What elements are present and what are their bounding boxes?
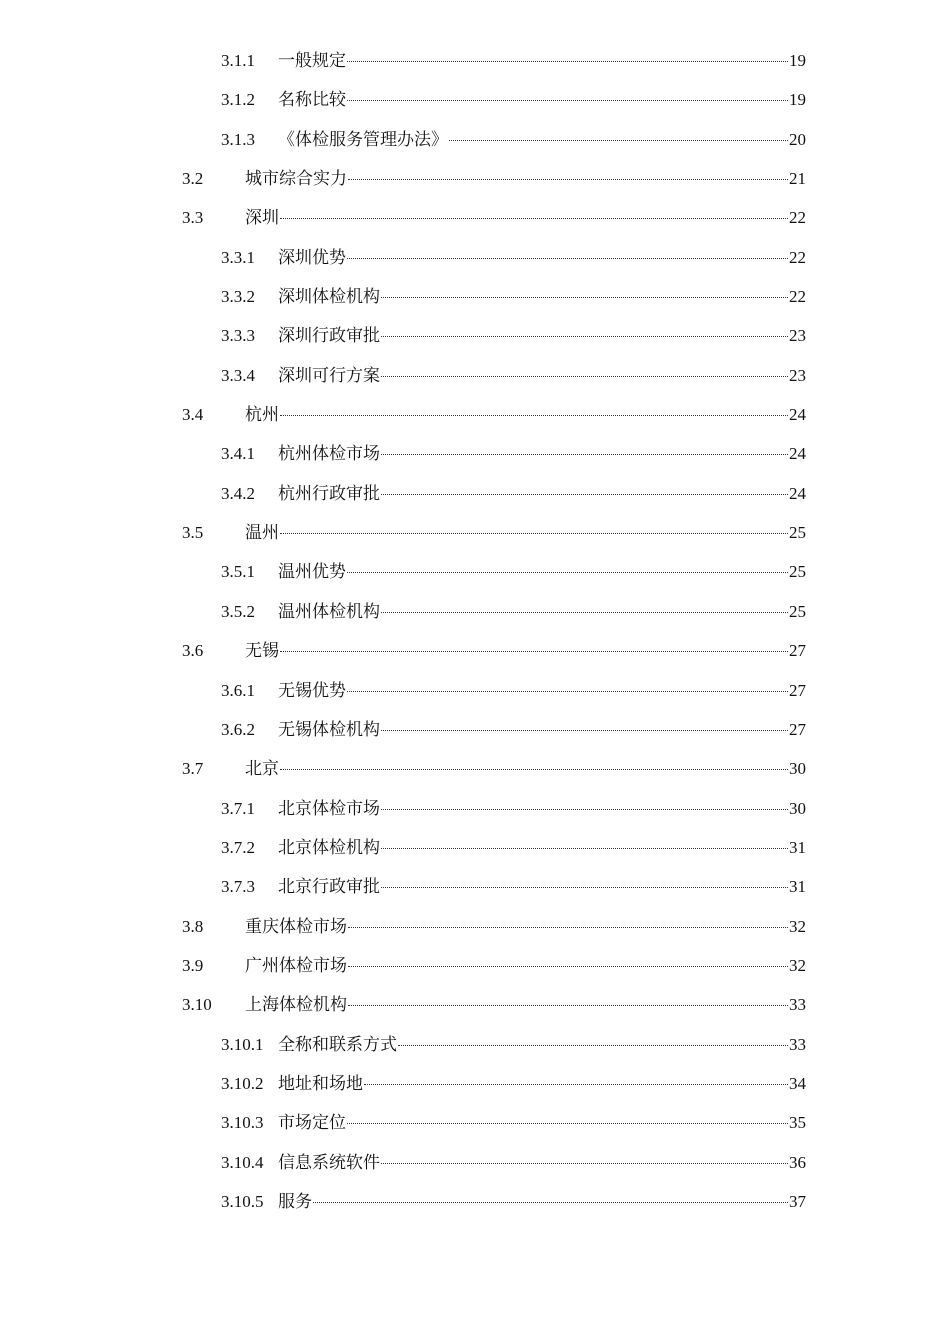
toc-entry-number: 3.10.4: [221, 1152, 264, 1172]
toc-entry-title: 温州优势: [278, 562, 346, 583]
dot-leader: [280, 651, 788, 652]
toc-entry-page-number: 32: [789, 955, 806, 975]
toc-entry-title: 重庆体检市场: [245, 916, 347, 937]
dot-leader: [348, 179, 788, 180]
toc-entry-page-number: 32: [789, 916, 806, 936]
toc-entry-title: 北京体检机构: [278, 837, 380, 858]
toc-entry[interactable]: [182, 159, 806, 198]
toc-entry-page-number: 24: [789, 444, 806, 464]
toc-entry[interactable]: [182, 907, 806, 946]
toc-entry-title: 市场定位: [278, 1113, 346, 1134]
dot-leader: [449, 140, 788, 141]
dot-leader: [280, 769, 788, 770]
toc-entry-page-number: 25: [789, 562, 806, 582]
toc-entry-page-number: 21: [789, 169, 806, 189]
toc-entry-page-number: 30: [789, 759, 806, 779]
toc-entry-title: 杭州: [245, 405, 279, 426]
toc-entry-number: 3.4: [182, 405, 204, 425]
dot-leader: [313, 1202, 788, 1203]
toc-entry-page-number: 19: [789, 90, 806, 110]
toc-entry[interactable]: [182, 316, 806, 355]
toc-entry-number: 3.5.2: [221, 601, 255, 621]
toc-entry[interactable]: [182, 552, 806, 591]
toc-entry-title: 上海体检机构: [245, 995, 347, 1016]
toc-entry-title: 信息系统软件: [278, 1152, 380, 1173]
dot-leader: [381, 887, 788, 888]
toc-entry-number: 3.3: [182, 208, 204, 228]
toc-entry-title: 深圳: [245, 208, 279, 229]
dot-leader: [347, 1123, 788, 1124]
toc-entry-title: 服务: [278, 1191, 312, 1212]
toc-entry-title: 广州体检市场: [245, 955, 347, 976]
toc-entry-title: 深圳优势: [278, 247, 346, 268]
dot-leader: [348, 1005, 788, 1006]
toc-entry[interactable]: [182, 513, 806, 552]
toc-entry-title: 北京行政审批: [278, 877, 380, 898]
toc-entry-page-number: 33: [789, 1034, 806, 1054]
toc-entry-title: 全称和联系方式: [278, 1034, 397, 1055]
dot-leader: [381, 730, 788, 731]
toc-entry-number: 3.6: [182, 641, 204, 661]
toc-entry[interactable]: [182, 41, 806, 80]
toc-entry-number: 3.2: [182, 169, 204, 189]
toc-entry-page-number: 27: [789, 680, 806, 700]
toc-entry[interactable]: [182, 749, 806, 788]
toc-entry-number: 3.7.1: [221, 798, 255, 818]
toc-entry-number: 3.1.2: [221, 90, 255, 110]
dot-leader: [381, 809, 788, 810]
table-of-contents: [182, 41, 806, 1221]
toc-entry-page-number: 22: [789, 208, 806, 228]
toc-entry-title: 深圳体检机构: [278, 287, 380, 308]
toc-entry-number: 3.1.3: [221, 129, 255, 149]
dot-leader: [381, 848, 788, 849]
toc-entry-page-number: 22: [789, 287, 806, 307]
toc-entry[interactable]: [182, 1182, 806, 1221]
toc-entry-page-number: 24: [789, 405, 806, 425]
toc-entry-page-number: 25: [789, 523, 806, 543]
dot-leader: [381, 612, 788, 613]
toc-entry-number: 3.4.2: [221, 483, 255, 503]
toc-entry-page-number: 23: [789, 326, 806, 346]
toc-entry-number: 3.6.1: [221, 680, 255, 700]
toc-entry[interactable]: [182, 946, 806, 985]
toc-entry-title: 北京: [245, 759, 279, 780]
toc-entry-number: 3.10.1: [221, 1034, 264, 1054]
dot-leader: [364, 1084, 788, 1085]
toc-entry-number: 3.6.2: [221, 719, 255, 739]
toc-entry[interactable]: [182, 867, 806, 906]
dot-leader: [347, 691, 788, 692]
dot-leader: [381, 336, 788, 337]
toc-entry[interactable]: [182, 395, 806, 434]
dot-leader: [381, 1163, 788, 1164]
toc-entry[interactable]: [182, 198, 806, 237]
toc-entry-page-number: 31: [789, 877, 806, 897]
toc-entry[interactable]: [182, 1064, 806, 1103]
toc-entry-number: 3.3.2: [221, 287, 255, 307]
toc-entry-page-number: 24: [789, 483, 806, 503]
dot-leader: [381, 297, 788, 298]
toc-entry-page-number: 33: [789, 995, 806, 1015]
toc-entry[interactable]: [182, 592, 806, 631]
toc-entry-title: 无锡: [245, 641, 279, 662]
toc-entry-title: 杭州体检市场: [278, 444, 380, 465]
dot-leader: [381, 454, 788, 455]
toc-entry[interactable]: [182, 434, 806, 473]
dot-leader: [348, 966, 788, 967]
dot-leader: [280, 533, 788, 534]
toc-entry-title: 一般规定: [278, 51, 346, 71]
toc-entry[interactable]: [182, 985, 806, 1024]
toc-entry-page-number: 20: [789, 129, 806, 149]
toc-entry-page-number: 19: [789, 51, 806, 70]
dot-leader: [280, 415, 788, 416]
toc-entry[interactable]: [182, 1103, 806, 1142]
toc-entry-number: 3.10.5: [221, 1191, 264, 1211]
dot-leader: [347, 258, 788, 259]
toc-entry-title: 温州: [245, 523, 279, 544]
toc-entry-title: 杭州行政审批: [278, 483, 380, 504]
toc-entry-title: 地址和场地: [278, 1073, 363, 1094]
toc-entry-title: 深圳可行方案: [278, 365, 380, 386]
toc-entry-number: 3.8: [182, 916, 204, 936]
dot-leader: [347, 61, 788, 62]
dot-leader: [398, 1045, 788, 1046]
toc-entry[interactable]: [182, 474, 806, 513]
toc-entry-title: 名称比较: [278, 90, 346, 111]
toc-entry-number: 3.5: [182, 523, 204, 543]
toc-entry-number: 3.7: [182, 759, 204, 779]
dot-leader: [381, 494, 788, 495]
toc-entry-number: 3.3.4: [221, 365, 255, 385]
toc-entry[interactable]: [182, 671, 806, 710]
toc-entry[interactable]: [182, 631, 806, 670]
toc-entry[interactable]: [182, 238, 806, 277]
toc-entry-title: 《体检服务管理办法》: [278, 129, 448, 150]
toc-entry-title: 无锡体检机构: [278, 719, 380, 740]
toc-entry-title: 城市综合实力: [245, 169, 347, 190]
toc-entry[interactable]: [182, 789, 806, 828]
toc-entry[interactable]: [182, 710, 806, 749]
toc-entry-page-number: 23: [789, 365, 806, 385]
toc-entry-title: 无锡优势: [278, 680, 346, 701]
toc-entry-number: 3.10.3: [221, 1113, 264, 1133]
toc-entry-number: 3.10.2: [221, 1073, 264, 1093]
toc-entry-number: 3.3.3: [221, 326, 255, 346]
toc-entry-page-number: 27: [789, 719, 806, 739]
toc-entry-number: 3.4.1: [221, 444, 255, 464]
toc-entry-number: 3.9: [182, 955, 204, 975]
dot-leader: [381, 376, 788, 377]
toc-entry-number: 3.3.1: [221, 247, 255, 267]
toc-entry[interactable]: [182, 828, 806, 867]
toc-entry[interactable]: [182, 1025, 806, 1064]
toc-entry-number: 3.1.1: [221, 51, 255, 70]
toc-entry-page-number: 36: [789, 1152, 806, 1172]
toc-entry[interactable]: [182, 120, 806, 159]
dot-leader: [347, 100, 788, 101]
toc-entry-page-number: 25: [789, 601, 806, 621]
toc-entry[interactable]: [182, 356, 806, 395]
dot-leader: [280, 218, 788, 219]
toc-entry[interactable]: [182, 80, 806, 119]
toc-entry[interactable]: [182, 1143, 806, 1182]
toc-entry-page-number: 34: [789, 1073, 806, 1093]
toc-entry-page-number: 22: [789, 247, 806, 267]
toc-entry-number: 3.10: [182, 995, 212, 1015]
toc-entry-page-number: 37: [789, 1191, 806, 1211]
toc-entry[interactable]: [182, 277, 806, 316]
toc-entry-page-number: 31: [789, 837, 806, 857]
toc-entry-page-number: 35: [789, 1113, 806, 1133]
toc-entry-title: 温州体检机构: [278, 601, 380, 622]
toc-entry-number: 3.5.1: [221, 562, 255, 582]
toc-entry-title: 深圳行政审批: [278, 326, 380, 347]
dot-leader: [347, 572, 788, 573]
toc-entry-page-number: 30: [789, 798, 806, 818]
toc-entry-title: 北京体检市场: [278, 798, 380, 819]
toc-entry-number: 3.7.3: [221, 877, 255, 897]
dot-leader: [348, 927, 788, 928]
toc-entry-page-number: 27: [789, 641, 806, 661]
toc-entry-number: 3.7.2: [221, 837, 255, 857]
